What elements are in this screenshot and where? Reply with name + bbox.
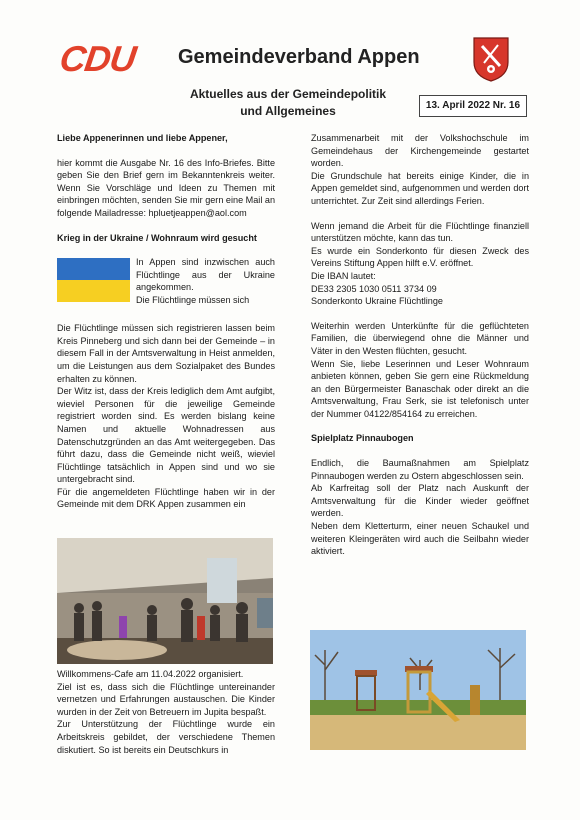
page-title: Gemeindeverband Appen: [178, 46, 420, 68]
ukraine-flag-image: [57, 258, 130, 302]
account-paragraph: Es wurde ein Sonderkonto für diesen Zweck des Vereins Stiftung Appen hilft e.V. eröffnet.: [311, 245, 529, 269]
school-paragraph: Die Grundschule hat bereits einige Kinder, die in Appen gemeldet sind, aufgenommen und werden dort unterrichtet. Zur Zeit sind allerdings Ferien.: [311, 170, 529, 206]
iban-value: DE33 2305 1030 0511 3734 09: [311, 283, 437, 294]
playground-paragraph-1: Endlich, die Baumaßnahmen am Spielplatz Pinnaubogen werden zu Ostern abgeschlossen sein.: [311, 458, 529, 481]
subtitle-line-1: Aktuelles aus der Gemeindepolitik: [189, 87, 387, 101]
welcome-cafe-paragraph: Willkommens-Cafe am 11.04.2022 organisiert.: [57, 669, 244, 679]
iban-label: Die IBAN lautet:: [311, 270, 376, 281]
flag-row: [57, 256, 275, 336]
newsletter-subtitle: [168, 86, 408, 120]
subtitle-line-2: und Allgemeines: [240, 104, 336, 118]
registration-paragraph-start: Die Flüchtlinge müssen sich: [136, 295, 250, 306]
support-paragraph: Wenn jemand die Arbeit für die Flüchtlinge finanziell unterstützen möchte, kann das tun.: [311, 220, 529, 244]
account-name: Sonderkonto Ukraine Flüchtlinge: [311, 296, 443, 307]
networking-paragraph: Ziel ist es, dass sich die Flüchtlinge untereinander vernetzen und Erfahrungen austauschen. Die Kinder wurden in der Zeit von Betreuern im Jupita bespaßt.: [57, 681, 275, 717]
cdu-logo: CDU: [57, 38, 138, 79]
left-column-continued: [57, 668, 275, 756]
playground-photo: [310, 630, 526, 750]
working-group-paragraph: Zur Unterstützung der Flüchtlinge wurde ein Arbeitskreis gebildet, der verschiedene Themen diskutiert. So ist bereits ein Deutschkurs in: [57, 719, 275, 755]
playground-paragraph-3: Neben dem Kletterturm, einer neuen Schaukel und weiteren Kleingeräten wird auch die Seilbahn wieder aktiviert.: [311, 521, 529, 557]
welcome-intro-paragraph: Für die angemeldeten Flüchtlinge haben wir in der Gemeinde mit dem DRK Appen zusammen ein: [57, 486, 275, 510]
vhs-paragraph: Zusammenarbeit mit der Volkshochschule im Gemeindehaus der Kirchengemeinde gestartet worden.: [311, 133, 529, 169]
housing-paragraph: Weiterhin werden Unterkünfte für die geflüchteten Familien, die überwiegend ohne die Männer und Väter in den Westen flüchten, gesucht.: [311, 320, 529, 356]
contact-paragraph: Wenn Sie, liebe Leserinnen und Leser Wohnraum anbieten können, geben Sie gern eine Rückmeldung an den Bürgermeister Banaschak oder direkt an die Amtsverwaltung, Frau Serk, sie ist telefonisch unter der Nummer 04122/854164 zu erreichen.: [311, 358, 529, 419]
issue-date-box: 13. April 2022 Nr. 16: [419, 95, 527, 117]
left-column: [57, 132, 275, 511]
flag-paragraph: In Appen sind inzwischen auch Flüchtlinge aus der Ukraine angekommen.: [136, 257, 275, 293]
registration-paragraph: Die Flüchtlinge müssen sich registrieren lassen beim Kreis Pinneberg und sich dann bei der Gemeinde – in diesem Fall in der Amtsverwaltung in Heist anmelden, um die Leistungen aus dem Sozialpaket des Bundes erhalten zu können.: [57, 323, 275, 384]
data-protection-paragraph: Der Witz ist, dass der Kreis lediglich dem Amt aufgibt, wieviel Personen für die jeweilige Gemeinde registriert worden sind. Es werden bislang keine Namen und aktuelle Wohnadressen aus Datenschutzgründen an das Amt weitergegeben. Das führt dazu, dass die Gemeinde nicht weiß, wieviel Flüchtlinge tatsächlich in Appen sind und wo sie untergebracht sind.: [57, 386, 275, 485]
section-heading-ukraine: Krieg in der Ukraine / Wohnraum wird gesucht: [57, 232, 257, 243]
welcome-cafe-photo: [57, 538, 273, 664]
greeting: Liebe Appenerinnen und liebe Appener,: [57, 133, 228, 143]
playground-paragraph-2: Ab Karfreitag soll der Platz nach Auskunft der Amtsverwaltung für die Kinder wieder geöffnet werden.: [311, 483, 529, 519]
coat-of-arms-icon: [472, 36, 510, 82]
intro-paragraph: hier kommt die Ausgabe Nr. 16 des Info-Briefes. Bitte geben Sie den Brief gern im Bekanntenkreis weiter. Wenn Sie Vorschläge und Ideen zu Themen mit einbringen möchten, senden Sie mir gern eine Mail an folgende Mailadresse: hpluetjeappen@aol.com: [57, 157, 275, 218]
right-column: [311, 132, 529, 558]
section-heading-playground: Spielplatz Pinnaubogen: [311, 433, 414, 444]
